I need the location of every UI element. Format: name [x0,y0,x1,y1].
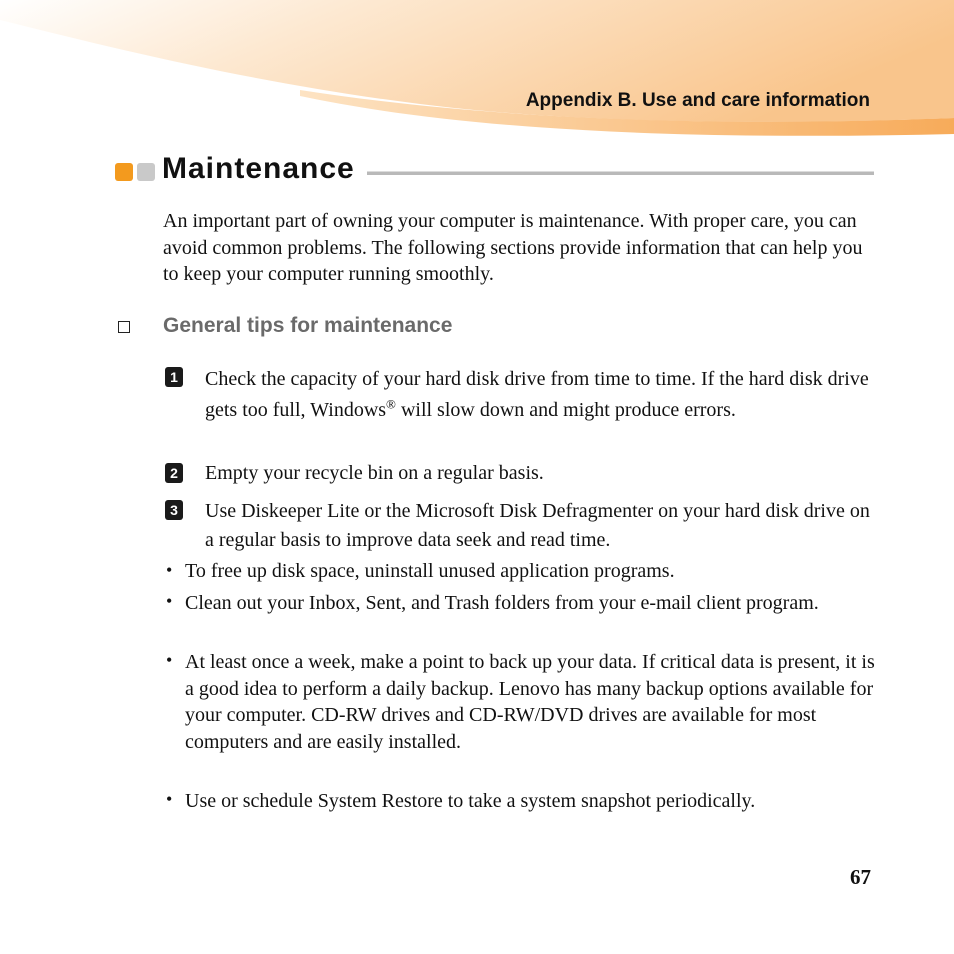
intro-paragraph: An important part of owning your computer is maintenance. With proper care, you can avoid common problems. The following sections provide information that can help you to keep your computer running smoothly. [163,210,863,285]
step-number-1: 1 [165,367,183,387]
step-2-text: Empty your recycle bin on a regular basis. [205,462,544,484]
step-1-text-after: will slow down and might produce errors. [395,399,736,421]
header-band [0,0,954,140]
square-bullet-icon [118,321,130,333]
bullet-dot-4: • [166,789,173,809]
page-number: 67 [850,865,871,889]
step-1-text-before: Check the capacity of your hard disk drive from time to time. If the hard disk drive gets too full, Windows [205,368,869,421]
bullet-item-3: At least once a week, make a point to back up your data. If critical data is present, it is a good idea to perform a daily backup. Lenovo has many backup options available for your computer. CD-RW drives and CD-RW/DVD drives are available for most computers and are easily installed. [185,651,875,753]
header-band-graphic [0,0,954,140]
registered-mark: ® [386,396,396,412]
bullet-item-4: Use or schedule System Restore to take a system snapshot periodically. [185,790,756,812]
title-rule [367,171,874,175]
bullet-item-1: To free up disk space, uninstall unused application programs. [185,560,675,582]
bullet-dot-3: • [166,650,173,670]
section-title: Maintenance [162,152,355,185]
bullet-item-2: Clean out your Inbox, Sent, and Trash folders from your e-mail client program. [185,592,819,614]
step-number-2: 2 [165,463,183,483]
running-header: Appendix B. Use and care information [525,90,870,111]
step-3-text: Use Diskeeper Lite or the Microsoft Disk Defragmenter on your hard disk drive on a regular basis to improve data seek and read time. [205,500,870,551]
subsection-title: General tips for maintenance [163,314,453,337]
bullet-dot-1: • [166,560,173,580]
orange-square-icon [115,163,133,181]
step-1-text [205,364,875,426]
bullet-dot-2: • [166,591,173,611]
step-number-3: 3 [165,500,183,520]
gray-square-icon [137,163,155,181]
